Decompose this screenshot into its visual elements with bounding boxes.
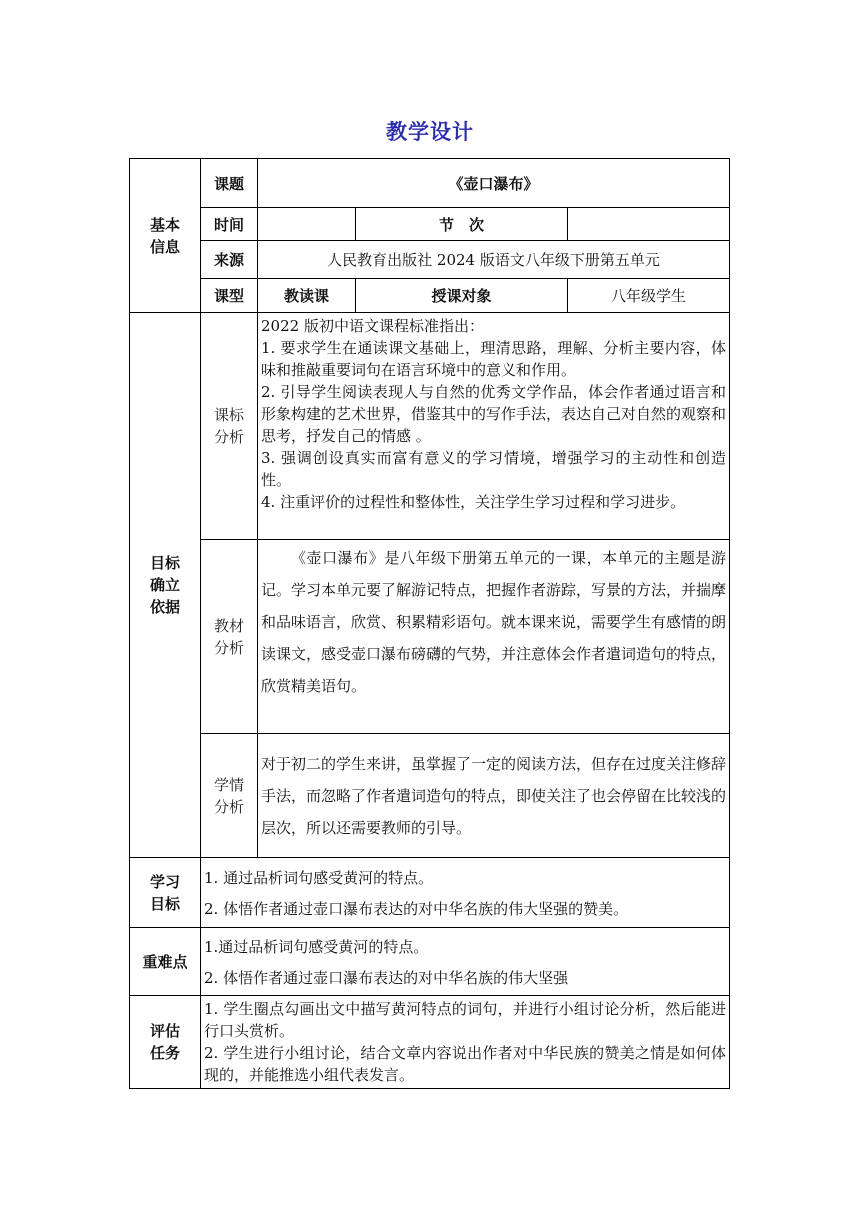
standard-line: 1. 要求学生在通读课文基础上，理清思路，理解、分析主要内容，体味和推敲重要词句在语言环境中的意义和作用。 bbox=[261, 339, 727, 379]
assessment-label: 评估任务 bbox=[130, 996, 201, 1089]
topic-value: 《壶口瀑布》 bbox=[258, 159, 730, 208]
assessment-item: 2. 学生进行小组讨论，结合文章内容说出作者对中华民族的赞美之情是如何体现的，并能推选小组代表发言。 bbox=[204, 1044, 727, 1084]
textbook-row bbox=[130, 540, 730, 734]
lesson-plan-table bbox=[129, 158, 730, 1089]
key-point-item: 1.通过品析词句感受黄河的特点。 bbox=[204, 937, 429, 956]
key-points-label: 重难点 bbox=[130, 928, 201, 996]
basic-info-section-label: 基本信息 bbox=[130, 159, 201, 313]
assessment-row bbox=[130, 996, 730, 1089]
page-title: 教学设计 bbox=[386, 120, 474, 144]
topic-label: 课题 bbox=[201, 159, 258, 208]
basis-section-label: 目标确立依据 bbox=[130, 313, 201, 858]
source-label: 来源 bbox=[201, 241, 258, 279]
objectives-label: 学习目标 bbox=[130, 858, 201, 928]
standard-line: 3. 强调创设真实而富有意义的学习情境，增强学习的主动性和创造性。 bbox=[261, 449, 727, 489]
objective-item: 1. 通过品析词句感受黄河的特点。 bbox=[204, 868, 434, 887]
textbook-content: 《壶口瀑布》是八年级下册第五单元的一课，本单元的主题是游记。学习本单元要了解游记特点，把握作者游踪，写景的方法，并揣摩和品味语言，欣赏、积累精彩语句。就本课来说，需要学生有感情的朗读课文，感受壶口瀑布磅礴的气势，并注意体会作者遣词造句的特点，欣赏精美语句。 bbox=[258, 540, 730, 734]
audience-value: 八年级学生 bbox=[568, 279, 730, 313]
period-label: 节 次 bbox=[356, 208, 568, 241]
standard-content bbox=[258, 313, 730, 540]
key-points-content bbox=[201, 928, 730, 996]
standard-line: 4. 注重评价的过程性和整体性，关注学生学习过程和学习进步。 bbox=[261, 493, 686, 511]
standard-row bbox=[130, 313, 730, 540]
period-value bbox=[568, 208, 730, 241]
type-label: 课型 bbox=[201, 279, 258, 313]
key-point-item: 2. 体悟作者通过壶口瀑布表达的对中华名族的伟大坚强 bbox=[204, 968, 569, 987]
time-row bbox=[130, 208, 730, 241]
source-value: 人民教育出版社 2024 版语文八年级下册第五单元 bbox=[258, 241, 730, 279]
objectives-content bbox=[201, 858, 730, 928]
textbook-label: 教材分析 bbox=[201, 540, 258, 734]
type-row bbox=[130, 279, 730, 313]
assessment-content bbox=[201, 996, 730, 1089]
learner-row bbox=[130, 734, 730, 858]
learner-label: 学情分析 bbox=[201, 734, 258, 858]
assessment-item: 1. 学生圈点勾画出文中描写黄河特点的词句，并进行小组讨论分析，然后能进行口头赏析。 bbox=[204, 1000, 727, 1040]
topic-row bbox=[130, 159, 730, 208]
time-value bbox=[258, 208, 356, 241]
standard-line: 2022 版初中语文课程标准指出： bbox=[261, 317, 484, 335]
standard-line: 2. 引导学生阅读表现人与自然的优秀文学作品，体会作者通过语言和形象构建的艺术世界，借鉴其中的写作手法，表达自己对自然的观察和思考，抒发自己的情感 。 bbox=[261, 383, 727, 445]
time-label: 时间 bbox=[201, 208, 258, 241]
type-value: 教读课 bbox=[258, 279, 356, 313]
standard-label: 课标分析 bbox=[201, 313, 258, 540]
audience-label: 授课对象 bbox=[356, 279, 568, 313]
learner-content: 对于初二的学生来讲，虽掌握了一定的阅读方法，但存在过度关注修辞手法，而忽略了作者遣词造句的特点，即使关注了也会停留在比较浅的层次，所以还需要教师的引导。 bbox=[258, 734, 730, 858]
objective-item: 2. 体悟作者通过壶口瀑布表达的对中华名族的伟大坚强的赞美。 bbox=[204, 899, 629, 918]
objectives-row bbox=[130, 858, 730, 928]
key-points-row bbox=[130, 928, 730, 996]
source-row bbox=[130, 241, 730, 279]
